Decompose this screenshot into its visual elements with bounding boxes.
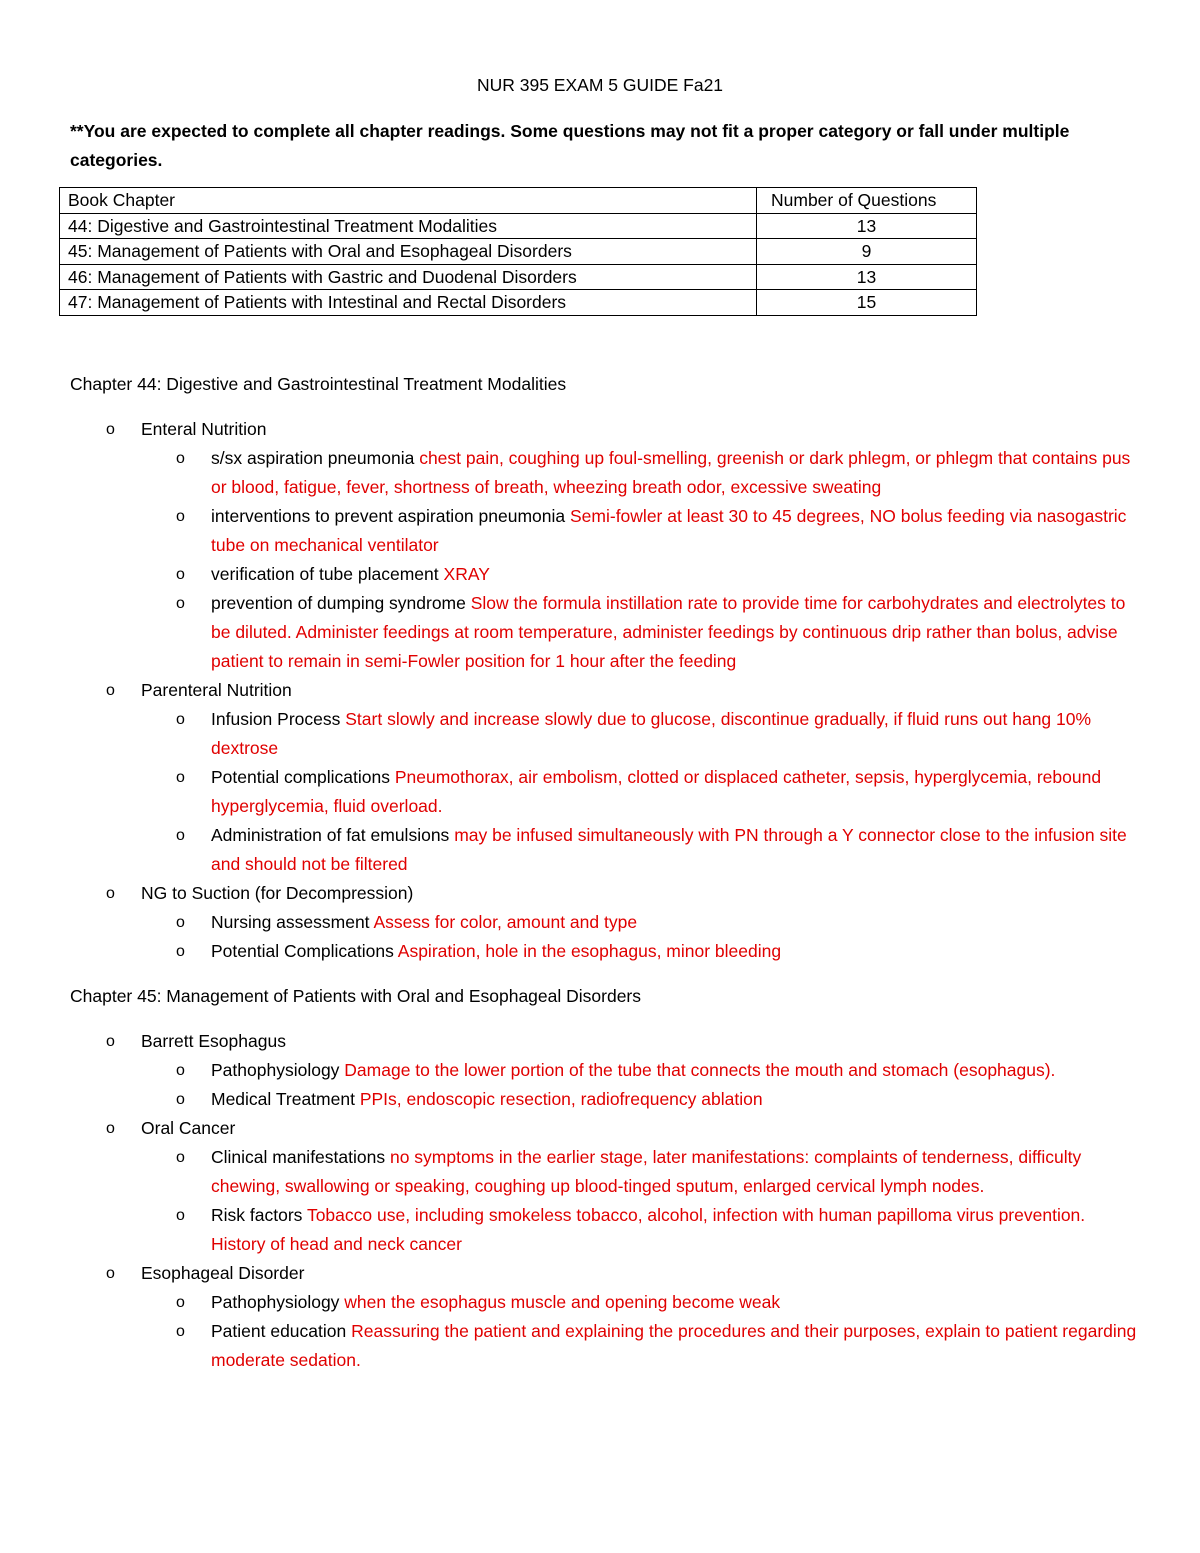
table-row	[60, 239, 977, 265]
bullet-icon: o	[106, 1120, 115, 1137]
chapter-question-table	[59, 187, 977, 316]
bullet-icon: o	[176, 827, 185, 844]
subtopic-item	[70, 589, 1140, 676]
subtopic-label: Clinical manifestations	[211, 1147, 386, 1167]
count-cell: 13	[757, 213, 977, 239]
column-header-number-of-questions: Number of Questions	[757, 188, 977, 214]
count-cell: 13	[757, 264, 977, 290]
count-cell: 15	[757, 290, 977, 316]
chapter-cell: 45: Management of Patients with Oral and Esophageal Disorders	[60, 239, 757, 265]
bullet-icon: o	[176, 595, 185, 612]
bullet-icon: o	[176, 566, 185, 583]
table-row	[60, 264, 977, 290]
answer-text: Pneumothorax, air embolism, clotted or displaced catheter, sepsis, hyperglycemia, rebound hyperglycemia, fluid overload.	[211, 767, 1102, 816]
chapter-heading: Chapter 44: Digestive and Gastrointestinal Treatment Modalities	[70, 374, 567, 394]
topic-label: Esophageal Disorder	[141, 1263, 305, 1283]
subtopic-label: Patient education	[211, 1321, 347, 1341]
bullet-icon: o	[176, 1062, 185, 1079]
bullet-icon: o	[176, 1149, 185, 1166]
answer-text: Slow the formula instillation rate to provide time for carbohydrates and electrolytes to be diluted. Administer feedings at room temperature, administer feedings by continuous drip rather than bolus, advise patient to remain in semi-Fowler position for 1 hour after the feeding	[211, 593, 1126, 671]
subtopic-label: verification of tube placement	[211, 564, 439, 584]
bullet-icon: o	[176, 914, 185, 931]
subtopic-item	[70, 502, 1140, 560]
answer-text: PPIs, endoscopic resection, radiofrequency ablation	[359, 1089, 763, 1109]
subtopic-label: s/sx aspiration pneumonia	[211, 448, 415, 468]
topic-item	[70, 879, 1140, 908]
subtopic-label: Pathophysiology	[211, 1292, 340, 1312]
chapter-cell: 44: Digestive and Gastrointestinal Treatment Modalities	[60, 213, 757, 239]
subtopic-item	[70, 937, 1140, 966]
answer-text: Start slowly and increase slowly due to glucose, discontinue gradually, if fluid runs out hang 10% dextrose	[211, 709, 1092, 758]
bullet-icon: o	[176, 769, 185, 786]
section-spacer	[70, 966, 1140, 982]
bullet-icon: o	[176, 1091, 185, 1108]
bullet-icon: o	[106, 682, 115, 699]
subtopic-label: prevention of dumping syndrome	[211, 593, 466, 613]
table-header-row	[60, 188, 977, 214]
topic-item	[70, 1114, 1140, 1143]
answer-text: no symptoms in the earlier stage, later manifestations: complaints of tenderness, difficulty chewing, swallowing or speaking, coughing up blood-tinged sputum, enlarged cervical lymph nodes.	[211, 1147, 1082, 1196]
subtopic-label: Medical Treatment	[211, 1089, 355, 1109]
subtopic-label: Pathophysiology	[211, 1060, 340, 1080]
answer-text: Tobacco use, including smokeless tobacco, alcohol, infection with human papilloma virus prevention. History of head and neck cancer	[211, 1205, 1086, 1254]
bullet-icon: o	[106, 885, 115, 902]
answer-text: Assess for color, amount and type	[373, 912, 638, 932]
subtopic-item	[70, 908, 1140, 937]
subtopic-label: Nursing assessment	[211, 912, 370, 932]
subtopic-label: Potential complications	[211, 767, 390, 787]
answer-text: chest pain, coughing up foul-smelling, greenish or dark phlegm, or phlegm that contains pus or blood, fatigue, fever, shortness of breath, wheezing breath odor, excessive sweating	[211, 448, 1131, 497]
table-row	[60, 213, 977, 239]
answer-text: Reassuring the patient and explaining the procedures and their purposes, explain to patient regarding moderate sedation.	[211, 1321, 1137, 1370]
answer-text: when the esophagus muscle and opening become weak	[344, 1292, 781, 1312]
chapter-cell: 47: Management of Patients with Intestinal and Rectal Disorders	[60, 290, 757, 316]
subtopic-label: Risk factors	[211, 1205, 303, 1225]
topic-label: NG to Suction (for Decompression)	[141, 883, 414, 903]
answer-text: Aspiration, hole in the esophagus, minor bleeding	[397, 941, 782, 961]
bullet-icon: o	[106, 1265, 115, 1282]
bullet-icon: o	[176, 711, 185, 728]
chapter-cell: 46: Management of Patients with Gastric and Duodenal Disorders	[60, 264, 757, 290]
intro-note: **You are expected to complete all chapter readings. Some questions may not fit a proper category or fall under multiple categories.	[70, 121, 1070, 170]
subtopic-item	[70, 821, 1140, 879]
topic-label: Oral Cancer	[141, 1118, 236, 1138]
table-row	[60, 290, 977, 316]
answer-text: Semi-fowler at least 30 to 45 degrees, NO bolus feeding via nasogastric tube on mechanical ventilator	[211, 506, 1127, 555]
bullet-icon: o	[176, 508, 185, 525]
page-title: NUR 395 EXAM 5 GUIDE Fa21	[476, 75, 724, 95]
bullet-icon: o	[106, 421, 115, 438]
bullet-icon: o	[176, 1294, 185, 1311]
topic-label: Parenteral Nutrition	[141, 680, 292, 700]
topic-item	[70, 1259, 1140, 1288]
bullet-icon: o	[106, 1033, 115, 1050]
subtopic-item	[70, 705, 1140, 763]
chapter-heading: Chapter 45: Management of Patients with Oral and Esophageal Disorders	[70, 986, 642, 1006]
subtopic-item	[70, 1085, 1140, 1114]
subtopic-item	[70, 1143, 1140, 1201]
topic-item	[70, 676, 1140, 705]
subtopic-item	[70, 1288, 1140, 1317]
subtopic-item	[70, 560, 1140, 589]
subtopic-item	[70, 1201, 1140, 1259]
study-guide-content	[70, 370, 1140, 1375]
answer-text: XRAY	[443, 564, 490, 584]
bullet-icon: o	[176, 943, 185, 960]
topic-item	[70, 1027, 1140, 1056]
topic-item	[70, 415, 1140, 444]
subtopic-label: Administration of fat emulsions	[211, 825, 450, 845]
bullet-icon: o	[176, 1323, 185, 1340]
subtopic-item	[70, 763, 1140, 821]
subtopic-label: interventions to prevent aspiration pneumonia	[211, 506, 566, 526]
subtopic-label: Potential Complications	[211, 941, 394, 961]
bullet-icon: o	[176, 1207, 185, 1224]
topic-label: Enteral Nutrition	[141, 419, 267, 439]
subtopic-item	[70, 1056, 1140, 1085]
subtopic-item	[70, 444, 1140, 502]
subtopic-label: Infusion Process	[211, 709, 341, 729]
count-cell: 9	[757, 239, 977, 265]
answer-text: may be infused simultaneously with PN through a Y connector close to the infusion site and should not be filtered	[211, 825, 1127, 874]
answer-text: Damage to the lower portion of the tube that connects the mouth and stomach (esophagus).	[344, 1060, 1056, 1080]
column-header-book-chapter: Book Chapter	[60, 188, 757, 214]
bullet-icon: o	[176, 450, 185, 467]
topic-label: Barrett Esophagus	[141, 1031, 286, 1051]
subtopic-item	[70, 1317, 1140, 1375]
